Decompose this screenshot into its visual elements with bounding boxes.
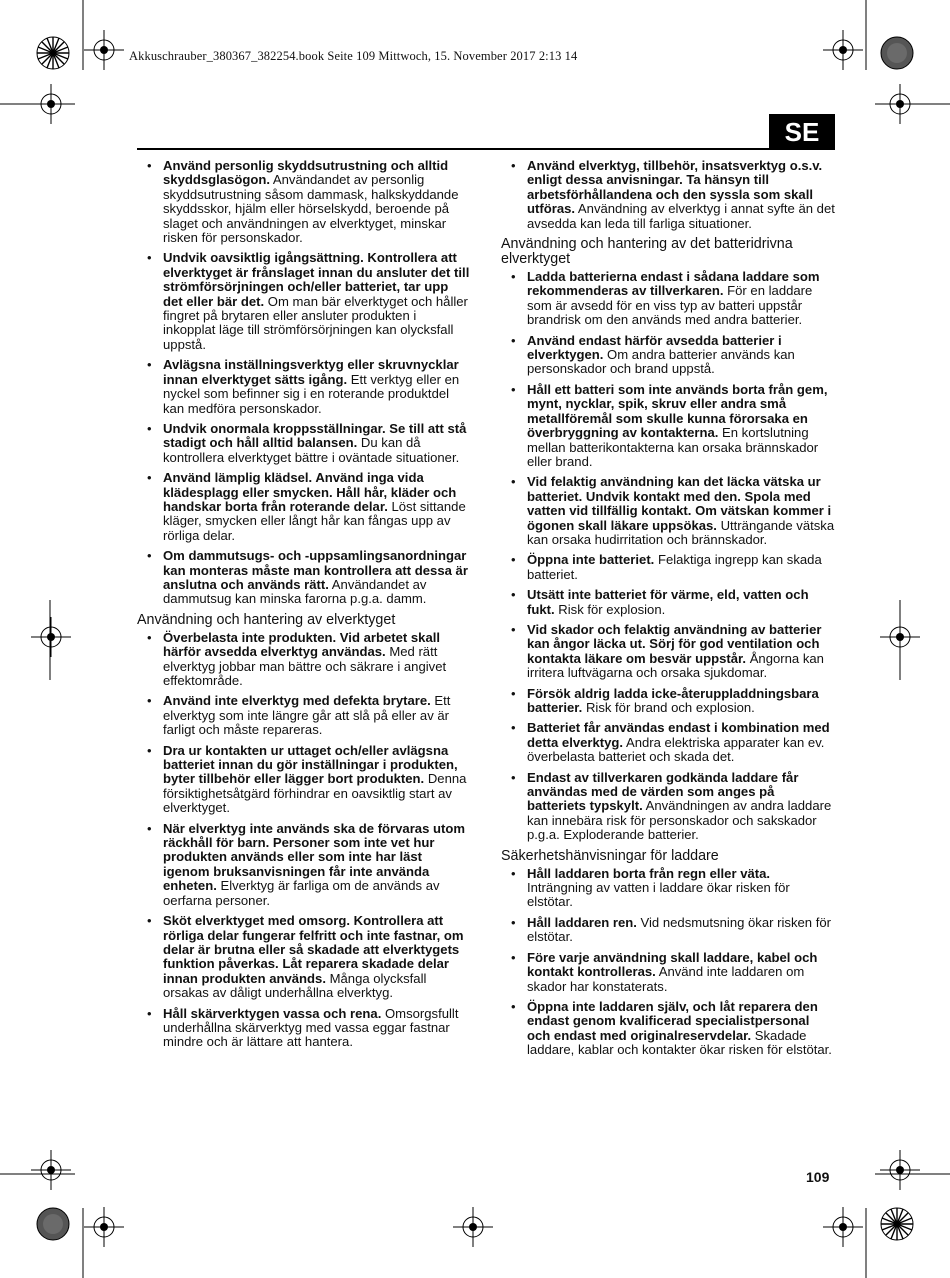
item-lead: Om dammutsugs- och -uppsamlingsanordningar kan monteras måste man kontrollera att dessa är anslutna och används rätt. bbox=[163, 548, 468, 592]
star-target-icon bbox=[35, 35, 71, 71]
item-text: Risk för explosion. bbox=[554, 601, 666, 617]
safety-list bbox=[137, 159, 471, 607]
item-lead: Vid skador och felaktig användning av batterier kan ångor läcka ut. Sörj för god ventilation och kontakta läkare om besvär uppstår. bbox=[527, 621, 822, 666]
item-lead: Före varje användning skall laddare, kabel och kontakt kontrolleras. bbox=[527, 949, 818, 980]
language-badge: SE bbox=[769, 114, 835, 150]
registration-mark-icon bbox=[31, 1150, 71, 1190]
item-text: Felaktiga ingrepp kan skada batteriet. bbox=[527, 552, 822, 582]
item-text: Utträngande vätska kan orsaka hudirritation och brännskador. bbox=[527, 517, 835, 547]
item-lead: Använd elverktyg, tillbehör, insatsverktyg o.s.v. enligt dessa anvisningar. Ta hänsyn till arbetsförhållandena och den syssla som skall utföras. bbox=[527, 158, 823, 217]
item-lead: Utsätt inte batteriet för värme, eld, vatten och fukt. bbox=[527, 587, 809, 617]
print-header: Akkuschrauber_380367_382254.book Seite 109 Mittwoch, 15. November 2017 2:13 14 bbox=[129, 49, 578, 63]
item-lead: Använd lämplig klädsel. Använd inga vida klädesplagg eller smycken. Håll hår, kläder och handskar borta från roterande delar. bbox=[163, 470, 457, 514]
item-lead: Avlägsna inställningsverktyg eller skruvnycklar innan elverktyget sätts igång. bbox=[163, 357, 459, 387]
registration-mark-icon bbox=[31, 617, 71, 657]
item-lead: Batteriet får användas endast i kombination med detta elverktyg. bbox=[527, 720, 830, 750]
item-text: Om andra batterier används kan personskador och brand uppstå. bbox=[527, 347, 795, 377]
item-lead: Håll ett batteri som inte används borta från gem, mynt, nycklar, spik, skruv eller andra små metallföremål som skulle kunna förorsaka en överbryggning av kontakterna. bbox=[527, 381, 828, 441]
list-item bbox=[137, 422, 471, 465]
list-item bbox=[501, 771, 835, 843]
item-lead: Använd inte elverktyg med defekta brytare. bbox=[163, 693, 431, 709]
list-item bbox=[137, 744, 471, 816]
item-text: En kortslutning mellan batterikontakterna kan orsaka brännskador eller brand. bbox=[527, 425, 819, 469]
list-item bbox=[501, 916, 835, 945]
registration-mark-icon bbox=[880, 84, 920, 124]
list-item bbox=[501, 334, 835, 377]
registration-mark-icon bbox=[880, 1150, 920, 1190]
item-text: Använd inte laddaren om skador har konstaterats. bbox=[527, 964, 805, 994]
star-target-icon bbox=[879, 1206, 915, 1242]
item-lead: Försök aldrig ladda icke-återuppladdningsbara batterier. bbox=[527, 685, 819, 715]
registration-mark-icon bbox=[84, 1207, 124, 1247]
item-lead: När elverktyg inte används ska de förvaras utom räckhåll för barn. Personer som inte vet hur produkten används eller som inte har läst igenom bruksanvisningen får inte använda enheten. bbox=[163, 820, 466, 894]
list-item bbox=[137, 694, 471, 737]
item-lead: Öppna inte laddaren själv, och låt reparera den endast genom kvalificerad specialistpersonal och endast med originalreservdelar. bbox=[527, 998, 818, 1043]
item-text: Inträngning av vatten i laddare ökar risken för elstötar. bbox=[527, 880, 790, 910]
registration-mark-icon bbox=[84, 30, 124, 70]
list-item bbox=[501, 553, 835, 582]
list-item bbox=[137, 822, 471, 908]
list-item bbox=[137, 251, 471, 352]
color-target-icon bbox=[879, 35, 915, 71]
header-rule bbox=[137, 148, 835, 150]
list-item bbox=[501, 475, 835, 547]
color-target-icon bbox=[35, 1206, 71, 1242]
item-lead: Dra ur kontakten ur uttaget och/eller avlägsna batteriet innan du gör inställningar i produkten, byter tillbehör eller lägger bort produkten. bbox=[163, 742, 458, 787]
list-item bbox=[501, 588, 835, 617]
item-text: Användandet av dammutsug kan minska farorna p.g.a. damm. bbox=[163, 576, 427, 607]
registration-mark-icon bbox=[453, 1207, 493, 1247]
item-text: Ett verktyg eller en nyckel som befinner sig i en roterande produktdel kan medföra personskador. bbox=[163, 371, 460, 416]
list-item bbox=[501, 687, 835, 716]
item-lead: Håll laddaren borta från regn eller väta. bbox=[527, 865, 771, 881]
list-item bbox=[501, 867, 835, 910]
left-column bbox=[137, 159, 471, 1056]
item-lead: Använd endast härför avsedda batterier i elverktygen. bbox=[527, 332, 782, 363]
list-item bbox=[137, 631, 471, 689]
item-text: Löst sittande kläger, smycken eller långt hår kan fångas upp av rörliga delar. bbox=[163, 498, 466, 543]
list-item bbox=[501, 270, 835, 328]
registration-mark-icon bbox=[31, 84, 71, 124]
list-item bbox=[137, 549, 471, 607]
item-text: Med rätt elverktyg jobbar man bättre och säkrare i angivet effektområde. bbox=[163, 644, 447, 688]
list-item bbox=[137, 159, 471, 245]
item-text: Användning av elverktyg i annat syfte än det avsedda kan leda till farliga situationer. bbox=[527, 201, 835, 231]
registration-mark-icon bbox=[880, 617, 920, 657]
list-item bbox=[137, 358, 471, 416]
item-text: Vid nedsmutsning ökar risken för elstötar. bbox=[527, 914, 831, 945]
list-item bbox=[501, 721, 835, 764]
item-lead: Ladda batterierna endast i sådana laddare som rekommenderas av tillverkaren. bbox=[527, 269, 820, 299]
item-lead: Håll skärverktygen vassa och rena. bbox=[163, 1005, 382, 1021]
item-lead: Överbelasta inte produkten. Vid arbetet skall härför avsedda elverktyg användas. bbox=[163, 629, 441, 660]
list-item bbox=[501, 159, 835, 231]
item-lead: Håll laddaren ren. bbox=[527, 914, 637, 930]
list-item bbox=[501, 383, 835, 469]
item-text: Om man bär elverktyget och håller fingret på brytaren eller ansluter produkten i inkopplat läge till strömförsörjningen kan olycksfall uppstå. bbox=[163, 293, 468, 352]
list-item bbox=[501, 1000, 835, 1058]
right-column bbox=[501, 159, 835, 1064]
item-text: Användandet av personlig skyddsutrustning såsom dammask, halkskyddande skyddsskor, hjälm eller hörselskydd, beroende på slaget och användningen av elverktyget, minskar risken för personskador. bbox=[163, 172, 459, 246]
item-lead: Öppna inte batteriet. bbox=[527, 552, 655, 568]
item-text: Elverktyg är farliga om de används av oerfarna personer. bbox=[163, 878, 440, 908]
safety-list bbox=[137, 631, 471, 1050]
item-text: Risk för brand och explosion. bbox=[582, 700, 755, 715]
section-heading: Användning och hantering av det batteridrivna elverktyget bbox=[501, 236, 793, 268]
item-text: Denna försiktighetsåtgärd förhindrar en oavsiktlig start av elverktyget. bbox=[163, 771, 467, 816]
battery-list bbox=[501, 270, 835, 843]
list-item bbox=[137, 471, 471, 543]
charger-list bbox=[501, 867, 835, 1058]
item-lead: Undvik oavsiktlig igångsättning. Kontrollera att elverktyget är frånslaget innan du ansluter det till strömförsörjningen och/eller batteriet, tar upp det eller bär det. bbox=[163, 250, 470, 309]
list-item bbox=[137, 1007, 471, 1050]
item-lead: Sköt elverktyget med omsorg. Kontrollera att rörliga delar fungerar felfritt och inte fastnar, om delar är brutna eller så skadade att elverktygets funktion påverkas. Låt reparera skadade delar innan produkten används. bbox=[163, 913, 464, 986]
item-lead: Använd personlig skyddsutrustning och alltid skyddsglasögon. bbox=[163, 158, 449, 188]
section-heading: Säkerhetshänvisningar för laddare bbox=[501, 847, 719, 864]
item-text: Ett elverktyg som inte längre går att slå på eller av är farligt och måste repareras. bbox=[163, 693, 451, 738]
item-text: Många olycksfall orsakas av dåligt underhållna elverktyg. bbox=[163, 970, 427, 1001]
section-heading: Användning och hantering av elverktyget bbox=[137, 611, 396, 628]
item-text: Andra elektriska apparater kan ev. överbelasta batteriet och skada det. bbox=[527, 734, 825, 765]
safety-list bbox=[501, 159, 835, 231]
item-lead: Endast av tillverkaren godkända laddare får användas med de värden som anges på batteriets typskylt. bbox=[527, 769, 799, 814]
item-text: Skadade laddare, kablar och kontakter ökar risken för elstötar. bbox=[527, 1027, 832, 1058]
page-number: 109 bbox=[806, 1169, 830, 1185]
item-text: Användningen av andra laddare kan innebära risk för personskador och sakskador p.g.a. Exploderande batterier. bbox=[527, 798, 832, 843]
list-item bbox=[501, 623, 835, 681]
list-item bbox=[501, 951, 835, 994]
item-text: För en laddare som är avsedd för en viss typ av batteri uppstår brandrisk om den används med andra batterier. bbox=[527, 283, 813, 328]
item-text: Ångorna kan irritera luftvägarna och orsaka sjukdomar. bbox=[527, 650, 824, 681]
list-item bbox=[137, 914, 471, 1000]
item-text: Du kan då kontrollera elverktyget bättre i oväntade situationer. bbox=[163, 435, 460, 465]
registration-mark-icon bbox=[823, 1207, 863, 1247]
item-lead: Vid felaktig användning kan det läcka vätska ur batteriet. Undvik kontakt med den. Spola med vatten vid tillfällig kontakt. Om vätskan kommer i ögonen skall läkare uppsökas. bbox=[527, 474, 832, 533]
item-text: Omsorgsfullt underhållna skärverktyg med vassa eggar fastnar mindre och är lättare att hantera. bbox=[163, 1005, 459, 1050]
item-lead: Undvik onormala kroppsställningar. Se till att stå stadigt och håll alltid balansen. bbox=[163, 420, 467, 451]
registration-mark-icon bbox=[823, 30, 863, 70]
